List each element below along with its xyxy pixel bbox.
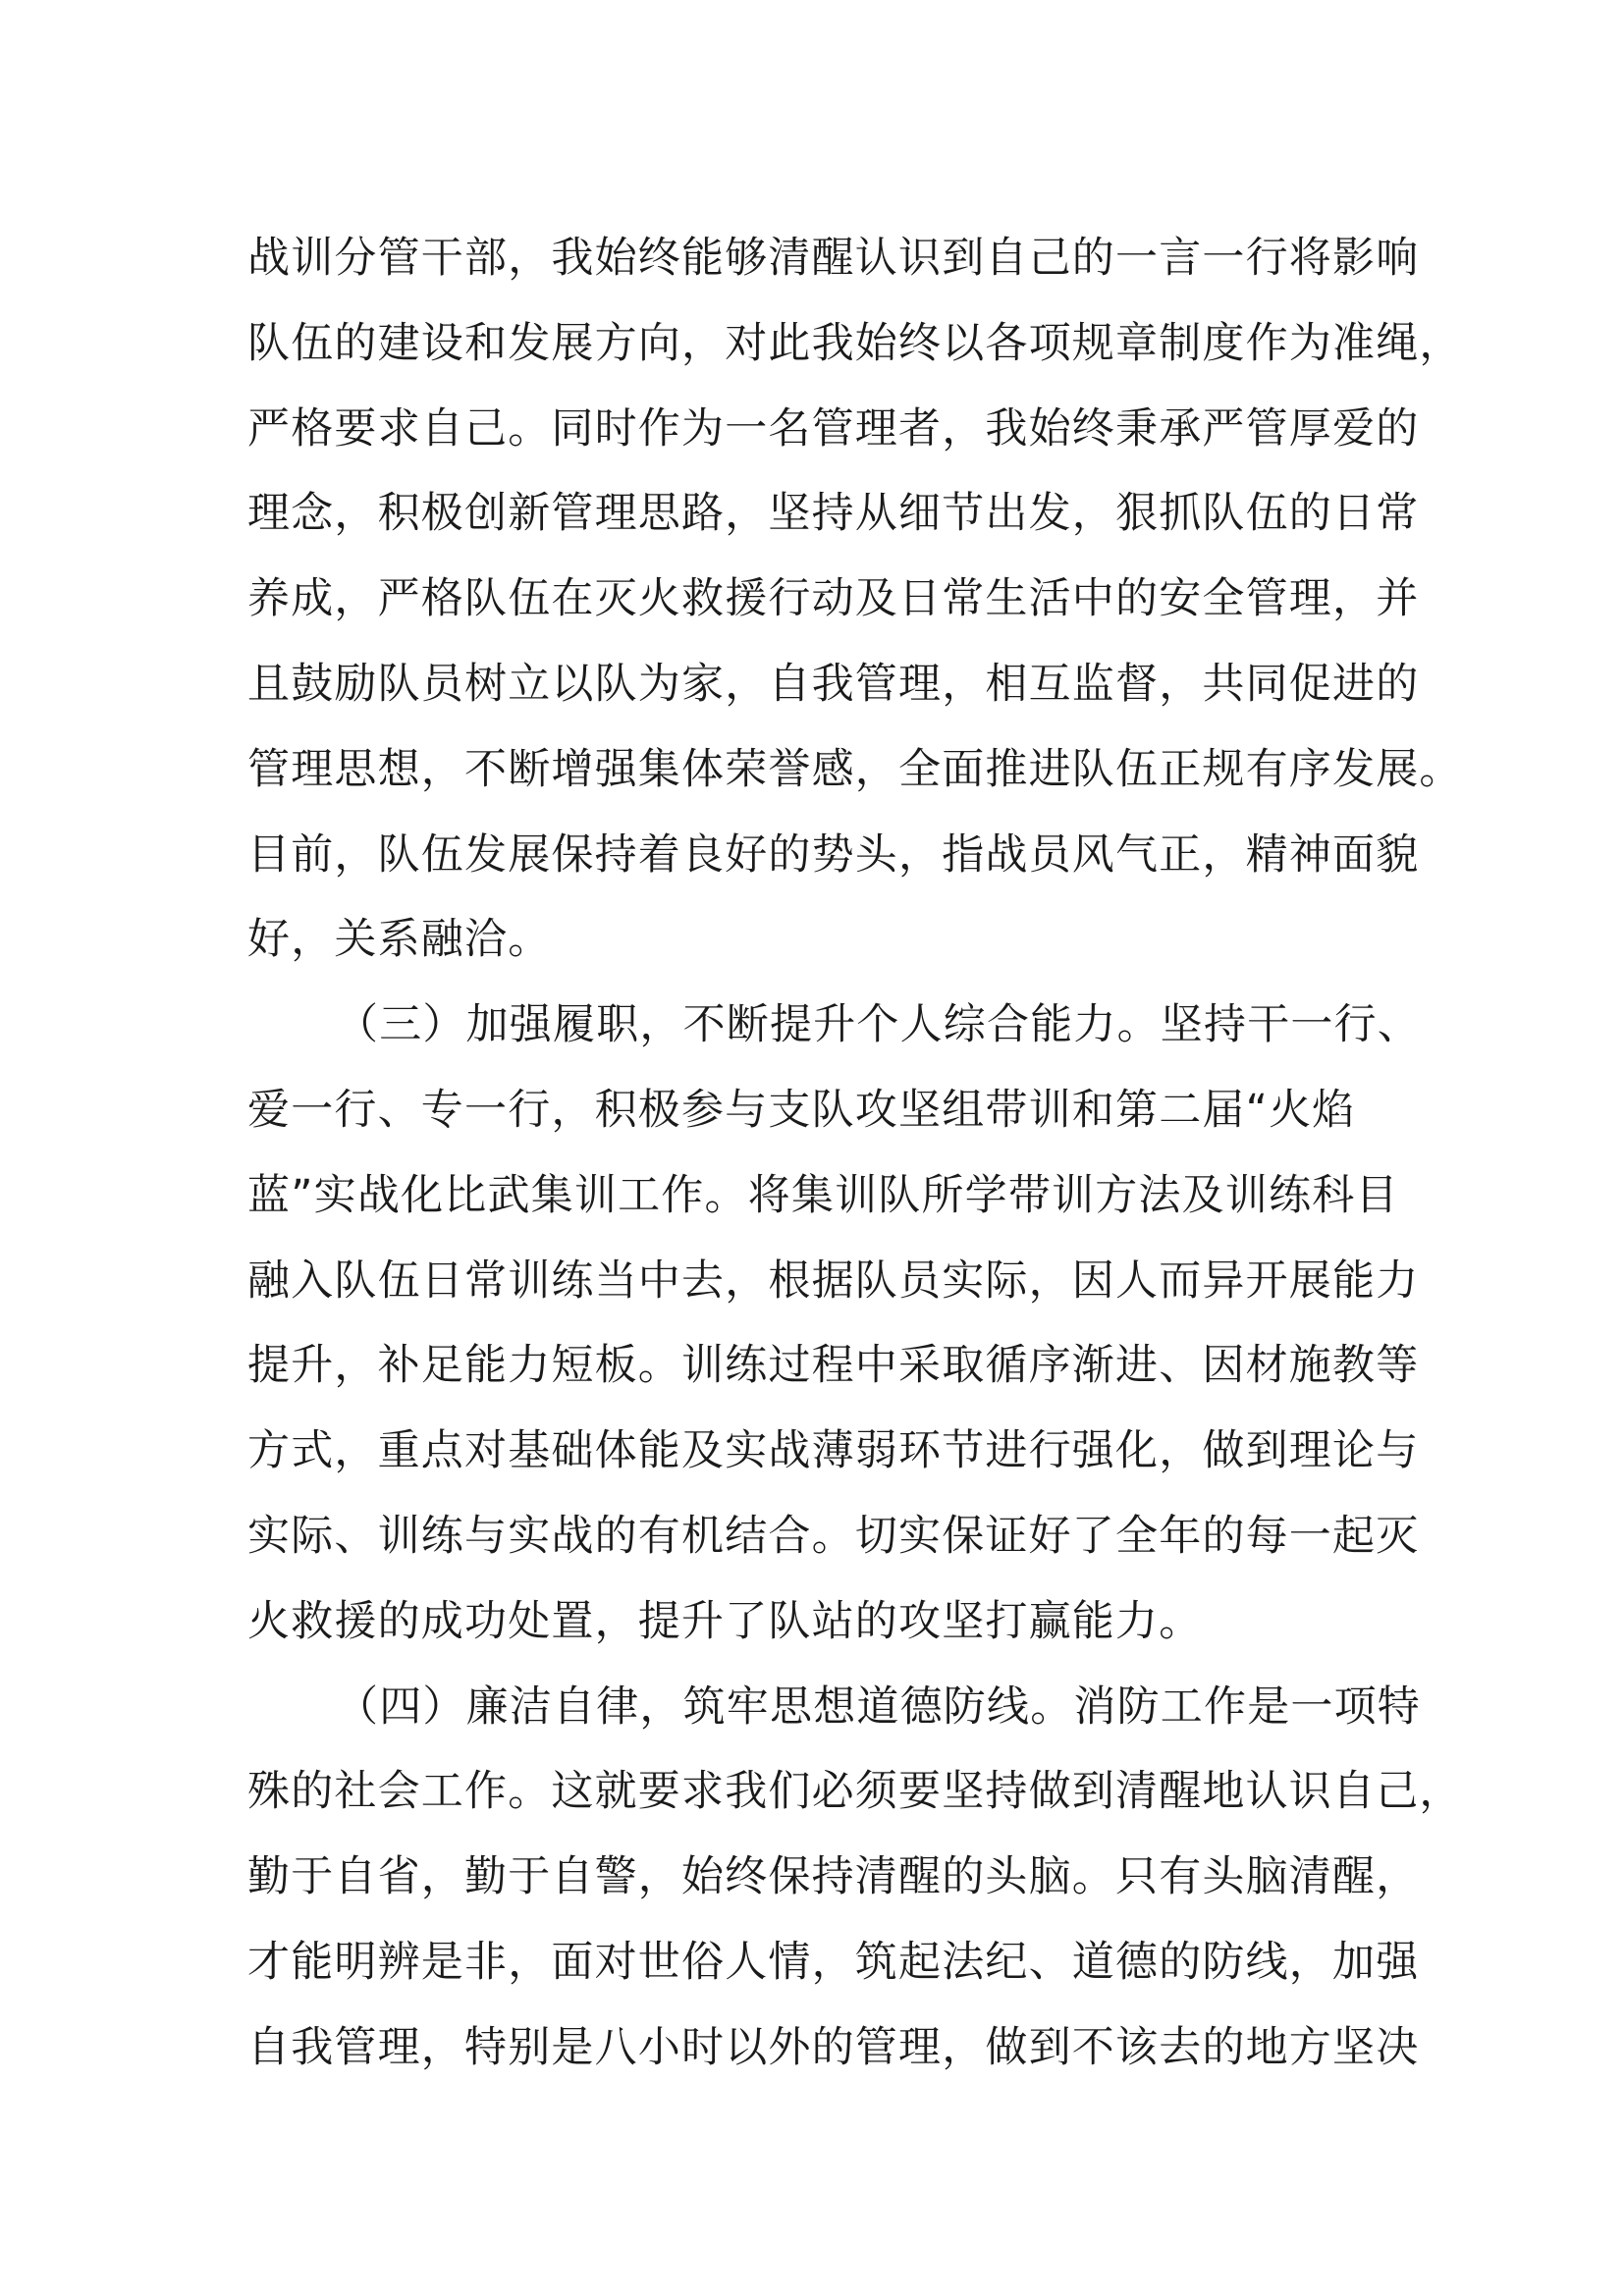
text-line: 理念，积极创新管理思路，坚持从细节出发，狠抓队伍的日常 xyxy=(247,489,1420,539)
text-line: 严格要求自己。同时作为一名管理者，我始终秉承严管厚爱的 xyxy=(247,403,1420,454)
text-line: 才能明辨是非，面对世俗人情，筑起法纪、道德的防线，加强 xyxy=(247,1937,1420,1987)
text-line: 蓝”实战化比武集训工作。将集训队所学带训方法及训练科目 xyxy=(247,1170,1399,1220)
text-line: 管理思想，不断增强集体荣誉感，全面推进队伍正规有序发展。 xyxy=(247,744,1463,794)
text-line: 火救援的成功处置，提升了队站的攻坚打赢能力。 xyxy=(247,1596,1203,1646)
text-line: 队伍的建设和发展方向，对此我始终以各项规章制度作为准绳， xyxy=(247,318,1463,368)
text-line: 好，关系融洽。 xyxy=(247,915,552,965)
text-line: 殊的社会工作。这就要求我们必须要坚持做到清醒地认识自己， xyxy=(247,1767,1463,1817)
text-line: 且鼓励队员树立以队为家，自我管理，相互监督，共同促进的 xyxy=(247,659,1420,709)
text-line: 融入队伍日常训练当中去，根据队员实际，因人而异开展能力 xyxy=(247,1255,1420,1306)
section-heading-line: （三）加强履职，不断提升个人综合能力。坚持干一行、 xyxy=(336,1000,1421,1050)
text-line: 方式，重点对基础体能及实战薄弱环节进行强化，做到理论与 xyxy=(247,1426,1420,1476)
text-line: 勤于自省，勤于自警，始终保持清醒的头脑。只有头脑清醒， xyxy=(247,1852,1420,1902)
text-line: 爱一行、专一行，积极参与支队攻坚组带训和第二届“火焰 xyxy=(247,1085,1356,1135)
body-text xyxy=(247,226,1463,2101)
text-line: 自我管理，特别是八小时以外的管理，做到不该去的地方坚决 xyxy=(247,2022,1420,2072)
section-heading-line: （四）廉洁自律，筑牢思想道德防线。消防工作是一项特 xyxy=(336,1682,1421,1732)
text-line: 提升，补足能力短板。训练过程中采取循序渐进、因材施教等 xyxy=(247,1341,1420,1391)
text-line: 战训分管干部，我始终能够清醒认识到自己的一言一行将影响 xyxy=(247,234,1420,283)
text-line: 实际、训练与实战的有机结合。切实保证好了全年的每一起灭 xyxy=(247,1511,1420,1561)
text-line: 目前，队伍发展保持着良好的势头，指战员风气正，精神面貌 xyxy=(247,829,1420,880)
text-line: 养成，严格队伍在灭火救援行动及日常生活中的安全管理，并 xyxy=(247,574,1420,624)
